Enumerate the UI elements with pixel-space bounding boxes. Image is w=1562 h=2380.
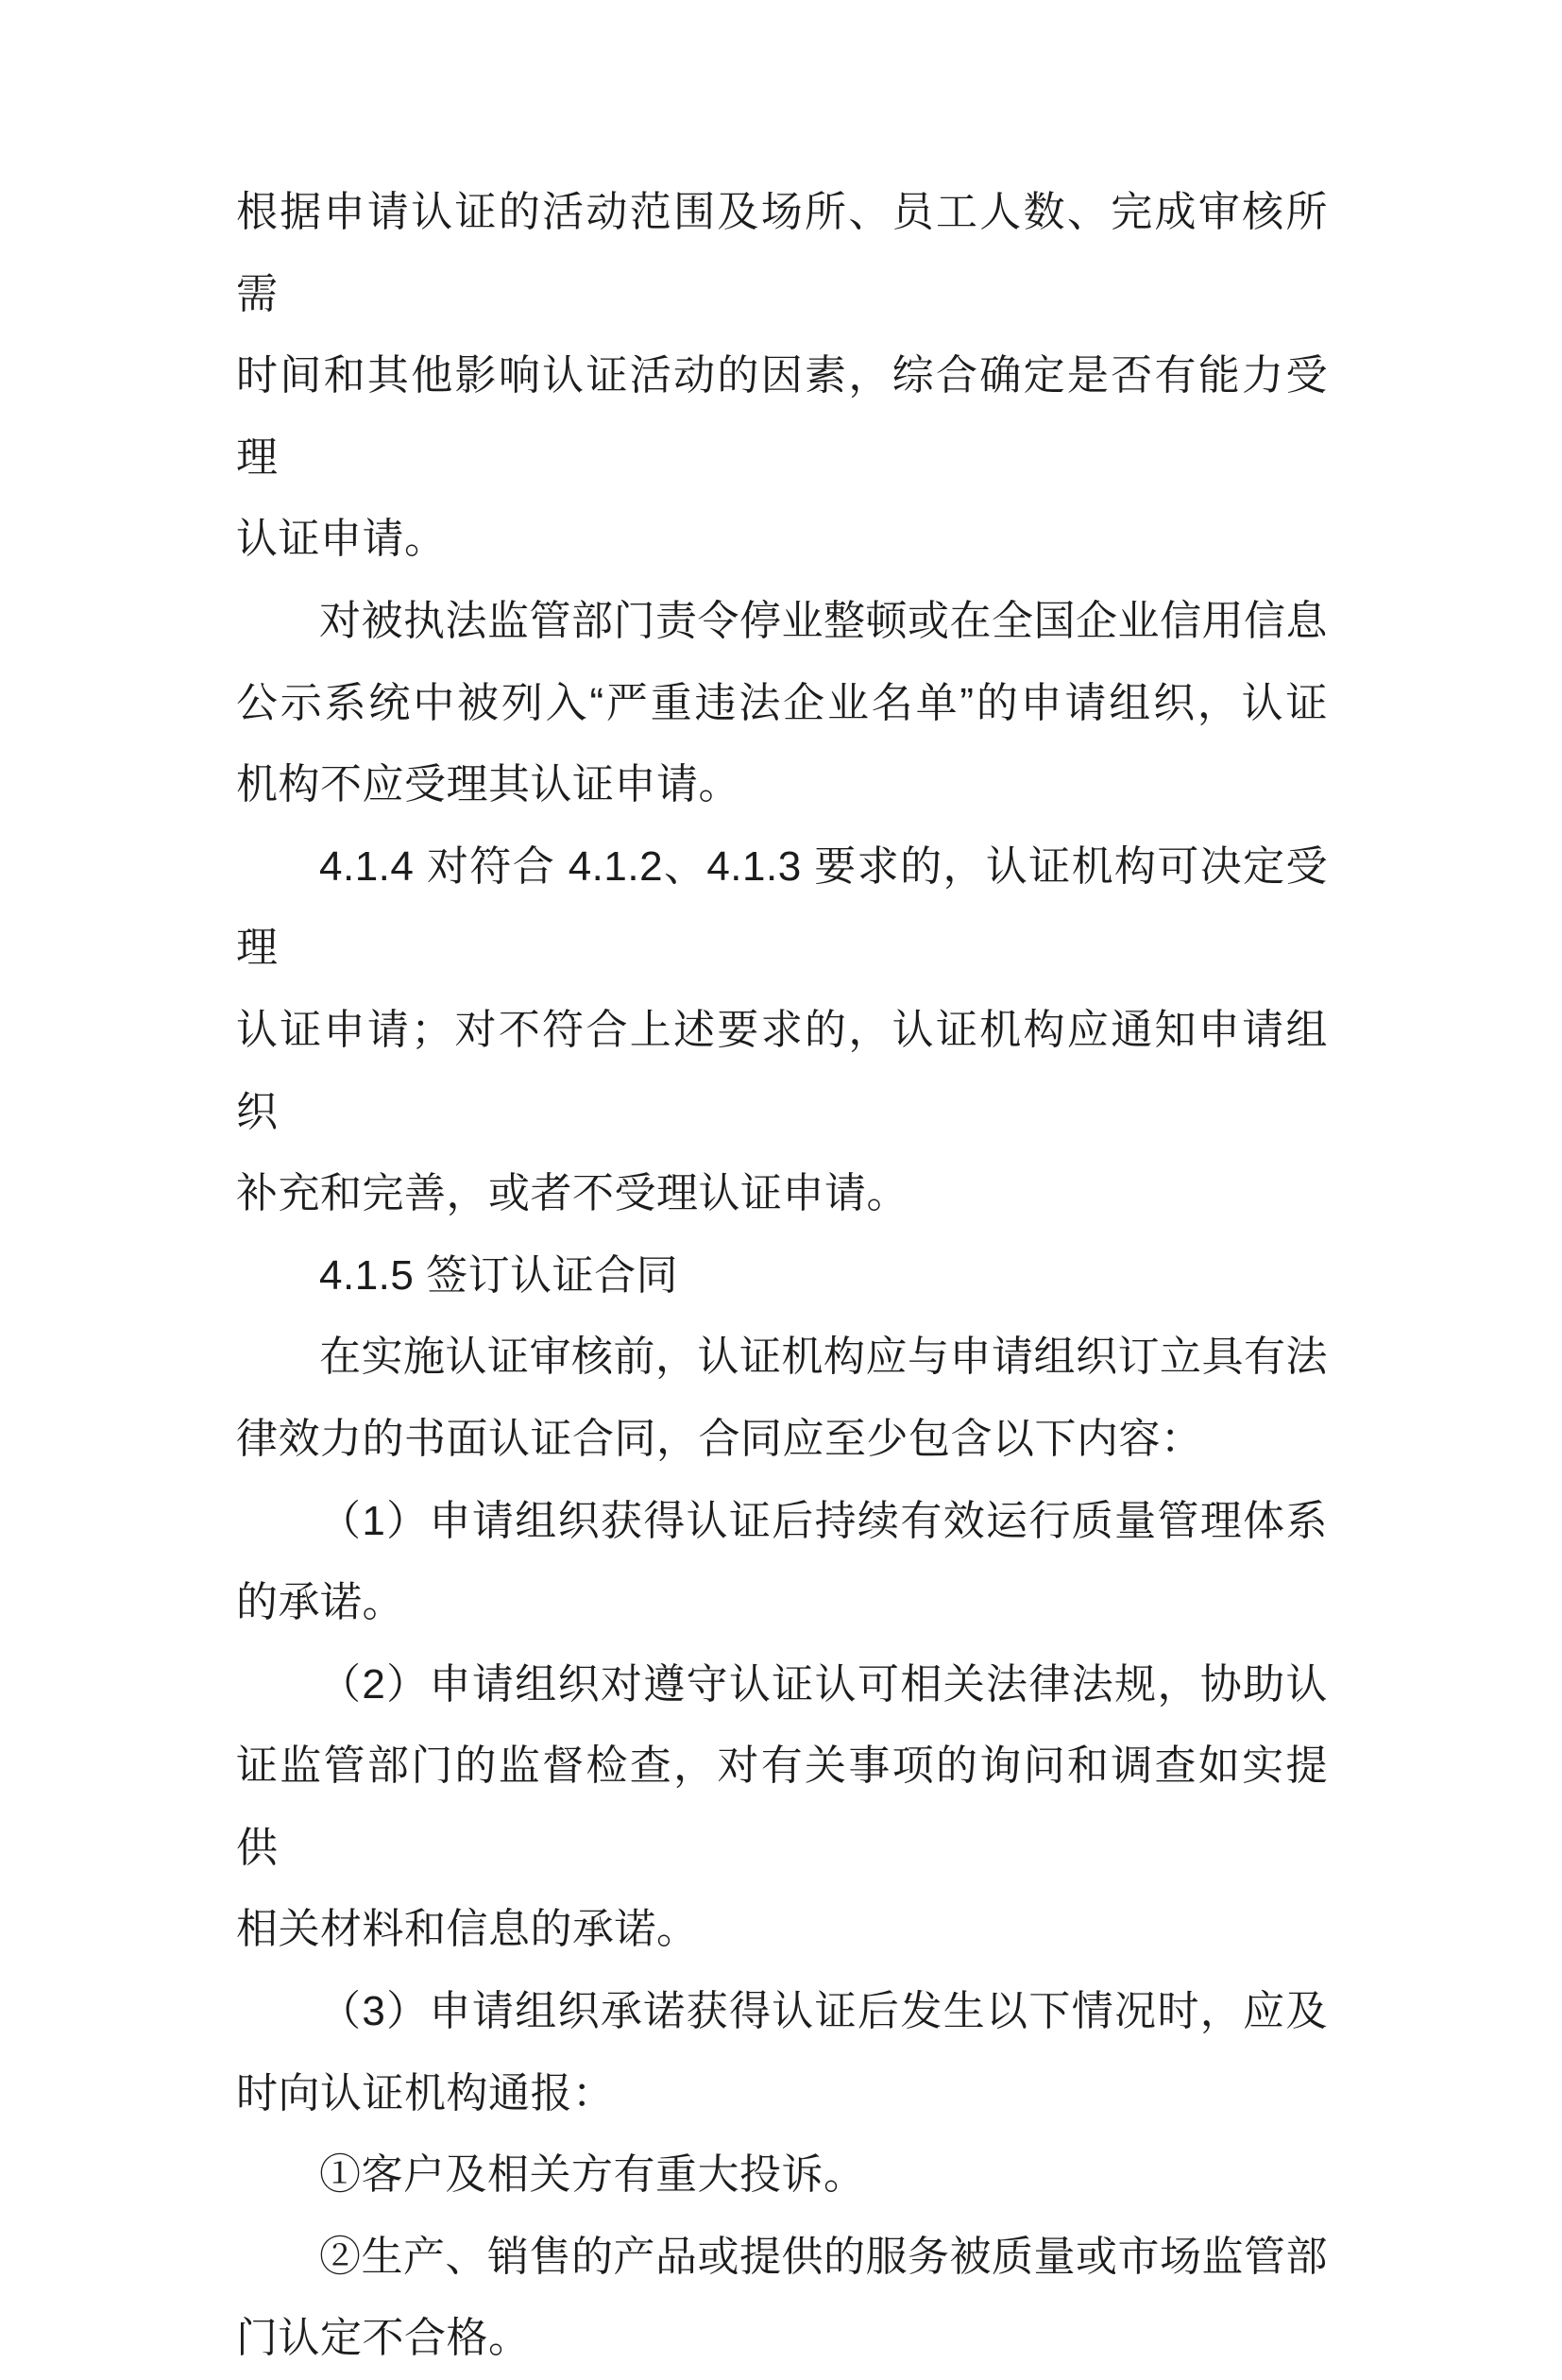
text-line: ①客户及相关方有重大投诉。 [319,2151,866,2199]
text-line: （2）申请组织对遵守认证认可相关法律法规，协助认 [319,1660,1328,1708]
text-line: （1）申请组织获得认证后持续有效运行质量管理体系 [319,1497,1328,1544]
text-line: 机构不应受理其认证申请。 [236,761,740,808]
text-line: 证监管部门的监督检查，对有关事项的询问和调查如实提供 [236,1742,1328,1871]
text-line: 门认定不合格。 [236,2315,531,2362]
text-line: 公示系统中被列入“严重违法企业名单”的申请组织，认证 [236,679,1328,726]
text-line: 律效力的书面认证合同，合同应至少包含以下内容： [236,1415,1203,1462]
text-line: 根据申请认证的活动范围及场所、员工人数、完成审核所需 [236,189,1328,317]
text-line: 时间和其他影响认证活动的因素，综合确定是否有能力受理 [236,352,1328,481]
text-line: 在实施认证审核前，认证机构应与申请组织订立具有法 [319,1334,1328,1381]
text-line: 对被执法监管部门责令停业整顿或在全国企业信用信息 [319,597,1328,644]
text-line: 认证申请。 [236,516,447,563]
text-line: 补充和完善，或者不受理认证申请。 [236,1170,908,1217]
text-line: 时向认证机构通报： [236,2069,615,2116]
text-line: （3）申请组织承诺获得认证后发生以下情况时，应及 [319,1988,1328,2035]
text-line: 认证申请；对不符合上述要求的，认证机构应通知申请组织 [236,1006,1328,1135]
text-line: 4.1.5 签订认证合同 [319,1251,679,1299]
text-line: 的承诺。 [236,1579,404,1626]
document-text-block [236,172,1328,2380]
text-line: ②生产、销售的产品或提供的服务被质量或市场监管部 [319,2233,1328,2280]
text-line: 相关材料和信息的承诺。 [236,1906,699,1953]
text-line: 4.1.4 对符合 4.1.2、4.1.3 要求的，认证机构可决定受理 [236,842,1328,972]
